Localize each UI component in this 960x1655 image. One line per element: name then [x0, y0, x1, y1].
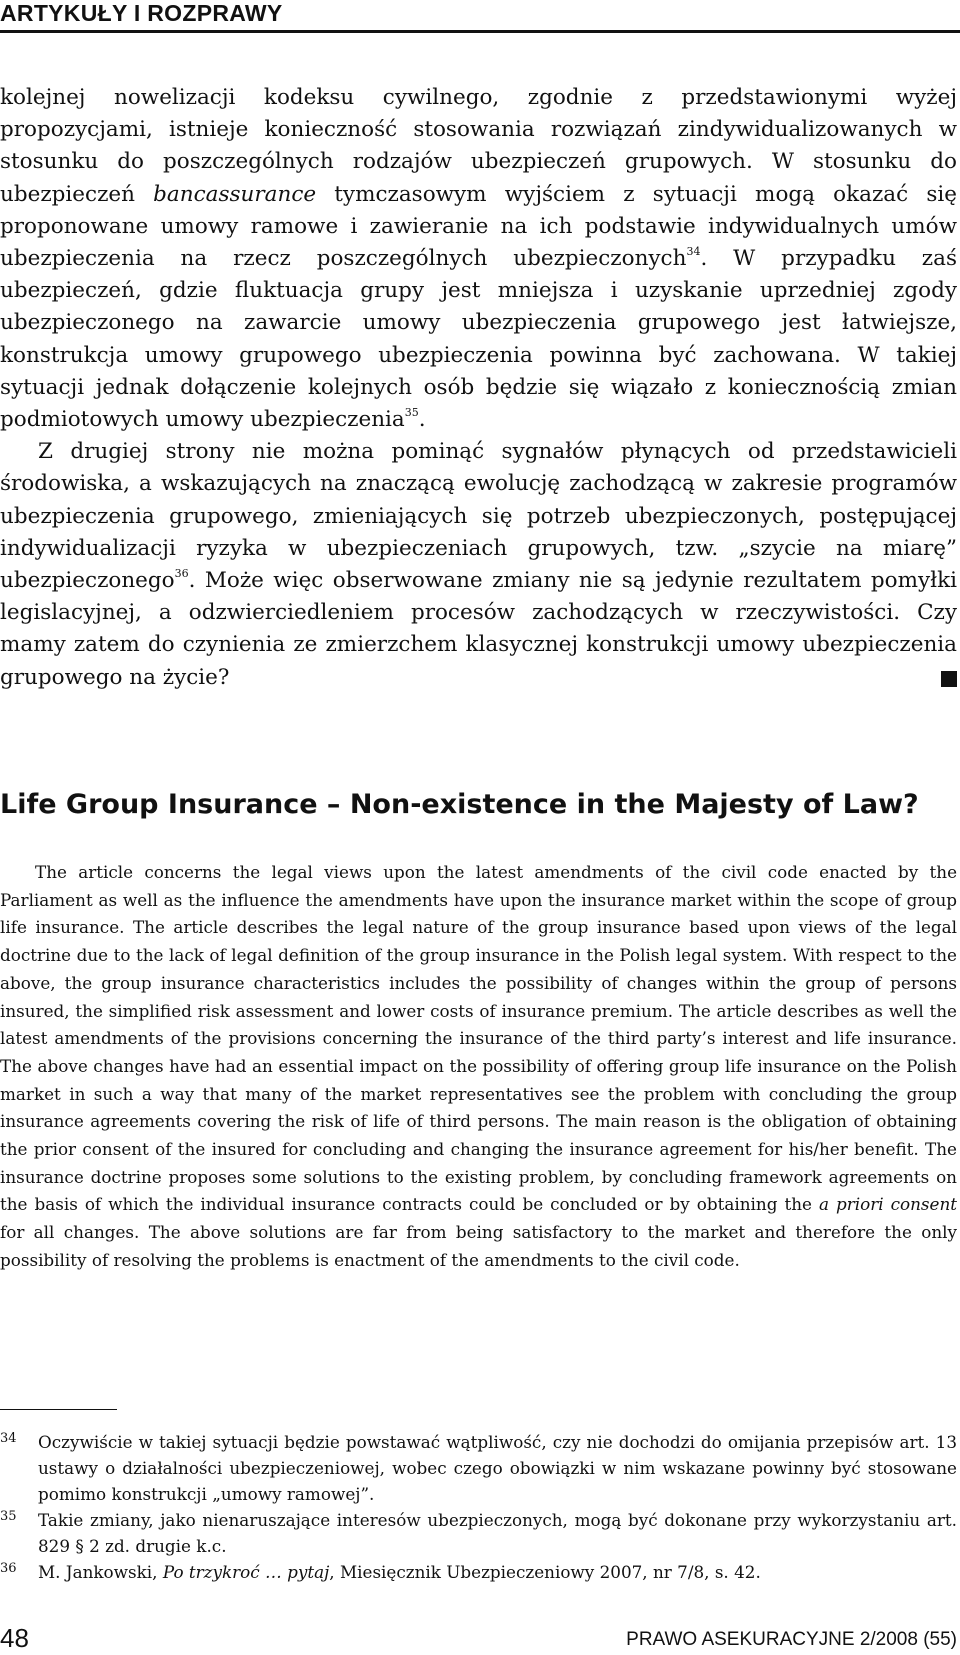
- journal-name: PRAWO ASEKURACYJNE 2/2008 (55): [626, 1629, 957, 1650]
- italic-term: a priori consent: [818, 1194, 957, 1215]
- article-body: [0, 82, 957, 694]
- footnote-36: [0, 1559, 957, 1585]
- italic-title: Po trzykroć … pytaj: [162, 1562, 330, 1582]
- paragraph-text: . W przypadku zaś ubezpieczeń, gdzie fluktuacja grupy jest mniejsza i uzyskanie uprzedniej zgody ubezpieczonego na zawarcie umowy ubezpieczenia grupowego jest łatwiejsze, konstrukcja umowy grupowego ubezpieczenia powinna być zachowana. W takiej sytuacji jednak dołączenie kolejnych osób będzie się wiązało z koniecznością zmian podmiotowych umowy ubezpieczenia: [0, 246, 957, 433]
- footnote-35: [0, 1507, 957, 1559]
- footnotes: [0, 1429, 957, 1585]
- paragraph-text: .: [418, 407, 426, 433]
- paragraph-text: Z drugiej strony nie można pominąć sygnałów płynących od przedstawicieli środowiska, a wskazujących na znaczącą ewolucję zachodzącą w zakresie programów ubezpieczenia grupowego, zmieniających się potrzeb ubezpieczonych, postępującej indywidualizacji ryzyka w ubezpieczeniach grupowych, tzw. „szycie na miarę” ubezpieczonego: [0, 439, 957, 594]
- section-header: ARTYKUŁY I ROZPRAWY: [0, 0, 283, 26]
- footnote-ref-35[interactable]: 35: [404, 406, 419, 420]
- footnote-rule: [0, 1409, 117, 1410]
- footnote-text-part: , Miesięcznik Ubezpieczeniowy 2007, nr 7/8, s. 42.: [329, 1562, 761, 1582]
- footnote-number: 35: [0, 1509, 17, 1524]
- paragraph-2: [0, 436, 957, 694]
- footnote-ref-34[interactable]: 34: [686, 245, 701, 259]
- paragraph-text: kolejnej nowelizacji kodeksu cywilnego, zgodnie z przedstawionymi wyżej propozycjami, istnieje konieczność stosowania rozwiązań zindywidualizowanych w stosunku do poszczególnych rodzajów ubezpieczeń grupowych. W stosunku do ubezpieczeń: [0, 85, 957, 207]
- footnote-text: Takie zmiany, jako nienaruszające interesów ubezpieczonych, mogą być dokonane przy wykorzystaniu art. 829 § 2 zd. drugie k.c.: [38, 1510, 957, 1556]
- footnote-number: 36: [0, 1561, 17, 1576]
- summary-abstract: [0, 859, 957, 1275]
- summary-title: Life Group Insurance – Non-existence in the Majesty of Law?: [0, 789, 919, 820]
- footnote-text: Oczywiście w takiej sytuacji będzie powstawać wątpliwość, czy nie dochodzi do omijania przepisów art. 13 ustawy o działalności ubezpieczeniowej, wobec czego obowiązki w nim wskazane powinny być stosowane pomimo konstrukcji „umowy ramowej”.: [38, 1432, 957, 1504]
- summary-text: for all changes. The above solutions are far from being satisfactory to the market and therefore the only possibility of resolving the problems is enactment of the amendments to the civil code.: [0, 1222, 957, 1270]
- paragraph-1: [0, 82, 957, 436]
- paragraph-text: tymczasowym wyjściem z sytuacji mogą okazać się proponowane umowy ramowe i zawieranie na ich podstawie indywidualnych umów ubezpieczenia na rzecz poszczególnych ubezpieczonych: [0, 181, 957, 272]
- footnote-34: [0, 1429, 957, 1507]
- footnote-ref-36[interactable]: 36: [174, 567, 189, 581]
- footnote-text: [38, 1559, 957, 1585]
- header-rule: [0, 30, 960, 33]
- summary-text: The article concerns the legal views upon the latest amendments of the civil code enacted by the Parliament as well as the influence the amendments have upon the insurance market within the scope of group life insurance. The article describes the legal nature of the group insurance based upon views of the legal doctrine due to the lack of legal definition of the group insurance in the Polish legal system. With respect to the above, the group insurance characteristics includes the possibility of changes within the group of persons insured, the simplified risk assessment and lower costs of insurance premium. The article describes as well the latest amendments of the provisions concerning the insurance of the third party’s interest and life insurance. The above changes have had an essential impact on the possibility of offering group life insurance on the Polish market in such a way that many of the market representatives see the problem with concluding the group insurance agreements covering the risk of life of third persons. The main reason is the obligation of obtaining the prior consent of the insured for concluding and changing the insurance agreement for his/her benefit. The insurance doctrine proposes some solutions to the existing problem, by concluding framework agreements on the basis of which the individual insurance contracts could be concluded or by obtaining the: [0, 862, 957, 1215]
- end-of-article-square-icon: [941, 671, 957, 687]
- page-number: 48: [0, 1623, 29, 1653]
- footnote-text-part: M. Jankowski,: [38, 1562, 163, 1582]
- paragraph-text: . Może więc obserwowane zmiany nie są jedynie rezultatem pomyłki legislacyjnej, a odzwierciedleniem procesów zachodzących w rzeczywistości. Czy mamy zatem do czynienia ze zmierzchem klasycznej konstrukcji umowy ubezpieczenia grupowego na życie?: [0, 568, 957, 690]
- italic-term: bancassurance: [153, 181, 317, 207]
- footnote-number: 34: [0, 1431, 17, 1446]
